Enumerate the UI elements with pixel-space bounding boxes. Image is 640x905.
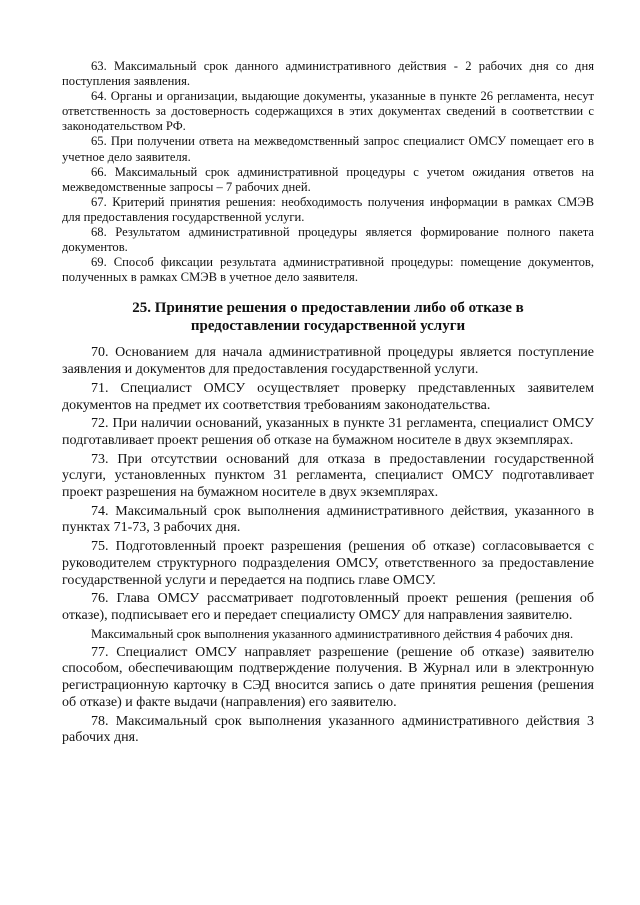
paragraph-73: 73. При отсутствии оснований для отказа в предоставлении государственной услуги, установленных пунктом 31 регламента, специалист ОМСУ подготавливает проект разрешения на бумажном носителе в двух экземплярах. [62,451,594,501]
paragraph-72: 72. При наличии оснований, указанных в пункте 31 регламента, специалист ОМСУ подготавливает проект решения об отказе на бумажном носителе в двух экземплярах. [62,416,594,448]
paragraph-71: 71. Специалист ОМСУ осуществляет проверку представленных заявителем документов на предмет их соответствия требованиям законодательства. [62,380,594,413]
paragraph-63: 63. Максимальный срок данного административного действия - 2 рабочих дня со дня поступления заявления. [62,59,594,89]
section-block-decision [62,345,594,747]
section-heading-25 [62,299,594,335]
paragraph-64: 64. Органы и организации, выдающие документы, указанные в пункте 26 регламента, несут ответственность за достоверность содержащихся в этих документах сведений в соответствии с законодательством РФ. [62,89,594,134]
paragraph-66: 66. Максимальный срок административной процедуры с учетом ожидания ответов на межведомственные запросы – 7 рабочих дней. [62,164,594,194]
document-page [62,59,594,749]
paragraph-75: 75. Подготовленный проект разрешения (решения об отказе) согласовывается с руководителем структурного подразделения ОМСУ, ответственного за предоставление государственной услуги и передается на подпись главе ОМСУ. [62,539,594,588]
paragraph-max-term-note: Максимальный срок выполнения указанного административного действия 4 рабочих дня. [91,626,574,641]
paragraph-77: 77. Специалист ОМСУ направляет разрешение (решение об отказе) заявителю способом, обеспечивающим подтверждение получения. В Журнал или в электронную регистрационную карточку в СЭД вносится запись о дате принятия решения (решения об отказе) и факте выдачи (направления) его заявителю. [62,644,594,710]
paragraph-68: 68. Результатом административной процедуры является формирование полного пакета документов. [62,225,594,255]
paragraph-76: 76. Глава ОМСУ рассматривает подготовленный проект решения (решения об отказе), подписывает его и передает специалисту ОМСУ для направления заявителю. [62,591,594,623]
paragraph-67: 67. Критерий принятия решения: необходимость получения информации в рамках СМЭВ для предоставления государственной услуги. [62,194,594,224]
paragraph-65: 65. При получении ответа на межведомственный запрос специалист ОМСУ помещает его в учетное дело заявителя. [62,134,594,164]
section-block-mezhved [62,59,594,285]
paragraph-78: 78. Максимальный срок выполнения указанного административного действия 3 рабочих дня. [62,713,594,746]
paragraph-69: 69. Способ фиксации результата административной процедуры: помещение документов, полученных в рамках СМЭВ в учетное дело заявителя. [62,255,594,285]
heading-line-2: предоставлении государственной услуги [190,318,466,335]
paragraph-70: 70. Основанием для начала административной процедуры является поступление заявления и документов для предоставления государственной услуги. [62,345,594,378]
paragraph-74: 74. Максимальный срок выполнения административного действия, указанного в пунктах 71-73, 3 рабочих дня. [62,503,594,536]
heading-line-1: 25. Принятие решения о предоставлении либо об отказе в [132,300,524,317]
